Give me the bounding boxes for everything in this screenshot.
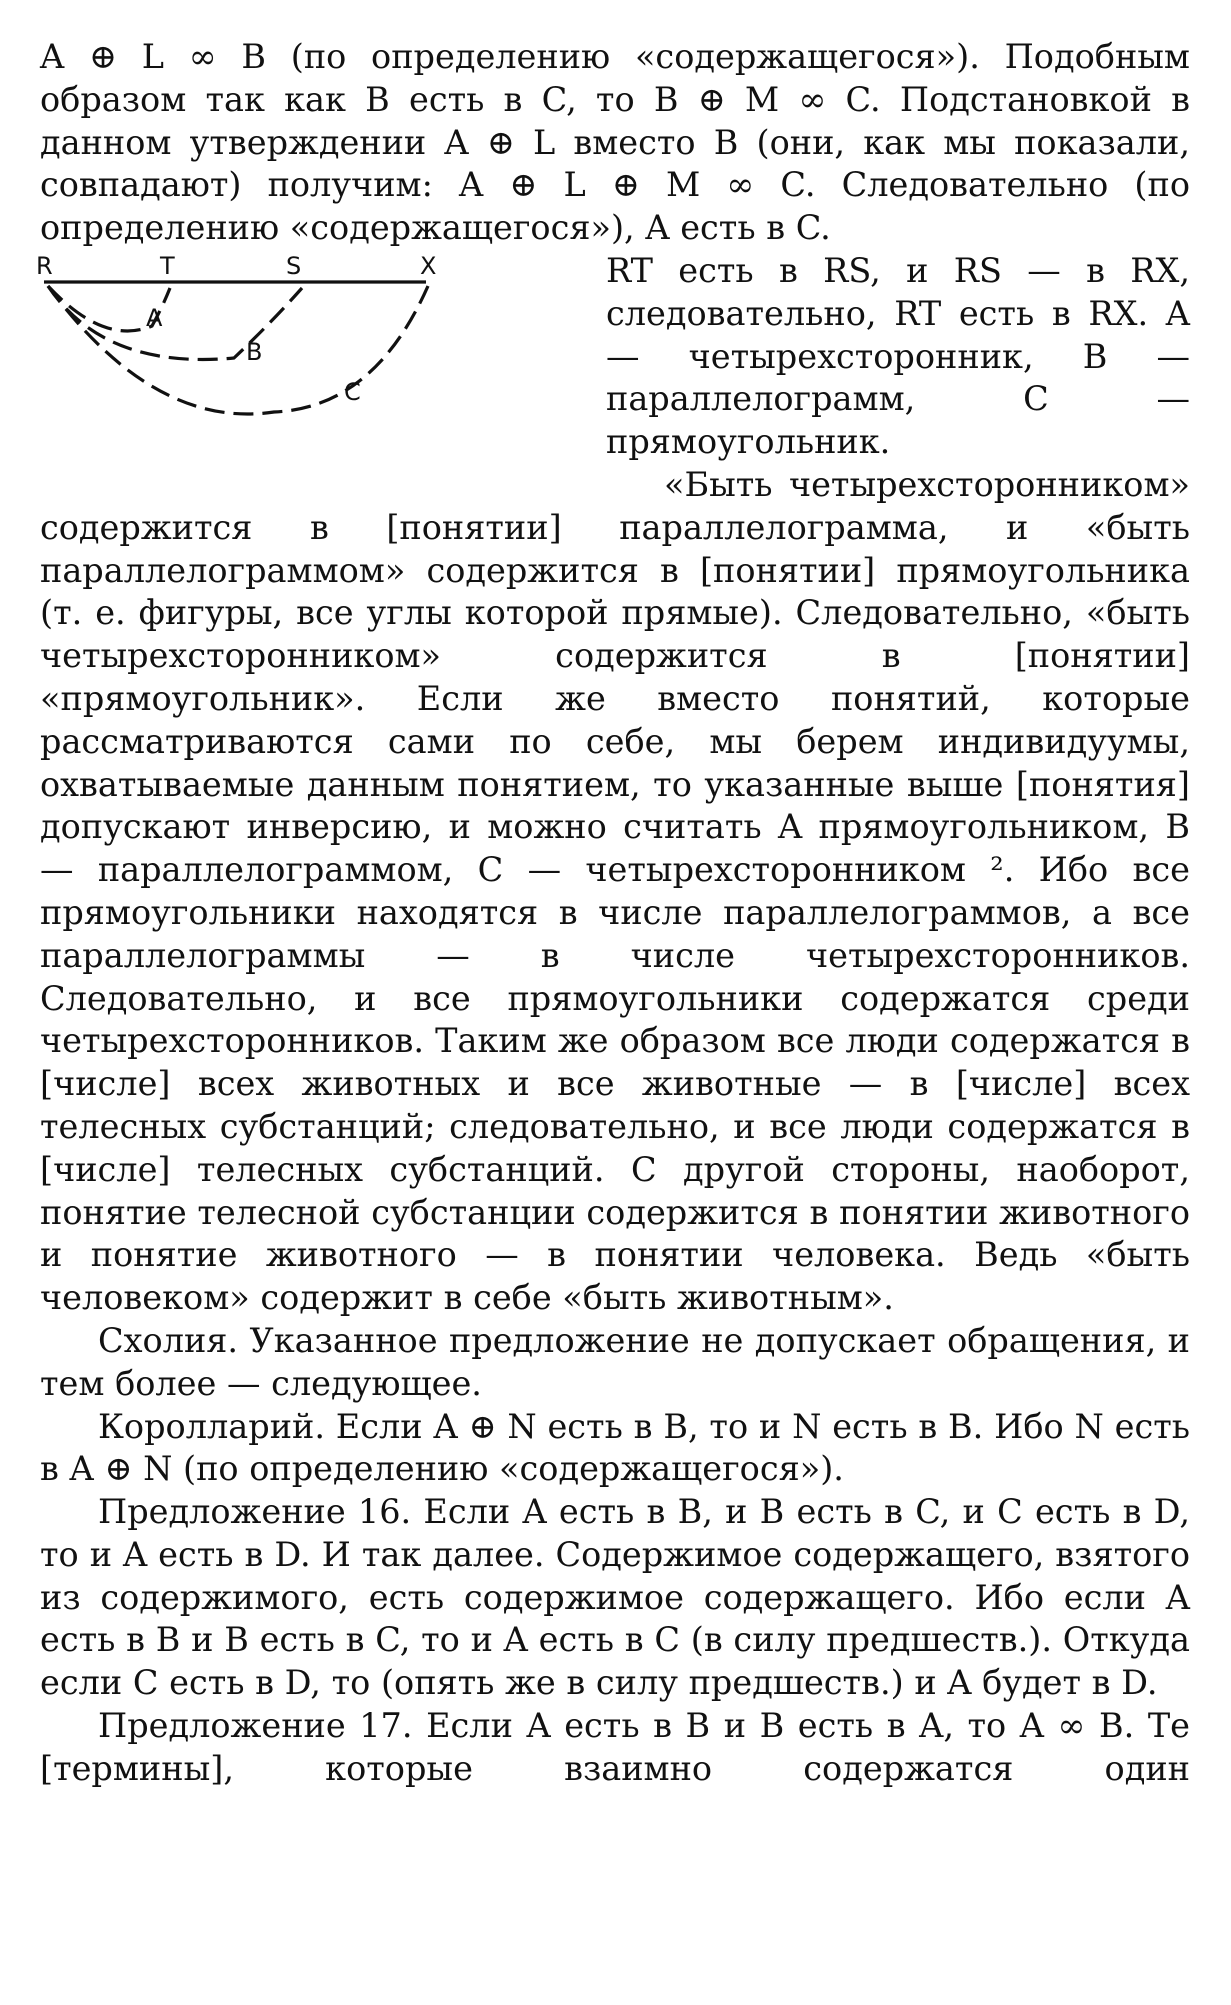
label-arc-a: A bbox=[146, 303, 163, 332]
label-x: X bbox=[420, 251, 437, 280]
label-t: T bbox=[160, 251, 175, 280]
paragraph-scholium: Схолия. Указанное предложение не допускает обращения, и тем более — следующее. bbox=[40, 1320, 1190, 1403]
arc-b bbox=[48, 286, 302, 360]
paragraph-2: RT есть в RS, и RS — в RX, следовательно, RT есть в RX. A — четырехсторонник, B — параллелограмм, C — прямоугольник. bbox=[606, 250, 1190, 462]
page-text bbox=[36, 36, 1190, 1791]
figure-svg bbox=[34, 250, 594, 490]
label-arc-b: B bbox=[246, 337, 263, 366]
label-arc-c: C bbox=[344, 377, 361, 406]
label-r: R bbox=[36, 251, 53, 280]
paragraph-1: A ⊕ L ∞ B (по определению «содержащегося»). Подобным образом так как B есть в C, то B ⊕ M ∞ C. Подстановкой в данном утверждении A ⊕ L вместо B (они, как мы показали, совпадают) получим: A ⊕ L ⊕ M ∞ C. Следовательно (по определению «содержащегося»), A есть в C. bbox=[40, 37, 1190, 248]
arc-c bbox=[48, 286, 428, 414]
label-s: S bbox=[286, 251, 302, 280]
paragraph-corollary: Королларий. Если A ⊕ N есть в B, то и N есть в B. Ибо N есть в A ⊕ N (по определению «содержащегося»). bbox=[40, 1406, 1190, 1489]
nested-arcs-figure bbox=[34, 250, 594, 490]
paragraph-proposition-17: Предложение 17. Если A есть в B и B есть в A, то A ∞ B. Те [термины], которые взаимно содержатся один bbox=[40, 1706, 1190, 1788]
paragraph-proposition-16: Предложение 16. Если A есть в B, и B есть в C, и C есть в D, то и A есть в D. И так далее. Содержимое содержащего, взятого из содержимого, есть содержимое содержащего. Ибо если A есть в B и B есть в C, то и A есть в C (в силу предшеств.). Откуда если C есть в D, то (опять же в силу предшеств.) и A будет в D. bbox=[40, 1492, 1190, 1703]
paragraph-3: «Быть четырехсторонником» содержится в [понятии] параллелограмма, и «быть параллелограммом» содержится в [понятии] прямоугольника (т. е. фигуры, все углы которой прямые). Следовательно, «быть четырехсторонником» содержится в [понятии] «прямоугольник». Если же вместо понятий, которые рассматриваются сами по себе, мы берем индивидуумы, охватываемые данным понятием, то указанные выше [понятия] допускают инверсию, и можно считать A прямоугольником, B — параллелограммом, C — четырехсторонником ². Ибо все прямоугольники находятся в числе параллелограммов, а все параллелограммы — в числе четырехсторонников. Следовательно, и все прямоугольники содержатся среди четырехсторонников. Таким же образом все люди содержатся в [числе] всех животных и все животные — в [числе] всех телесных субстанций; следовательно, и все люди содержатся в [числе] телесных субстанций. С другой стороны, наоборот, понятие телесной субстанции содержится в понятии животного и понятие животного — в понятии человека. Ведь «быть человеком» содержит в себе «быть животным». bbox=[40, 464, 1190, 1318]
